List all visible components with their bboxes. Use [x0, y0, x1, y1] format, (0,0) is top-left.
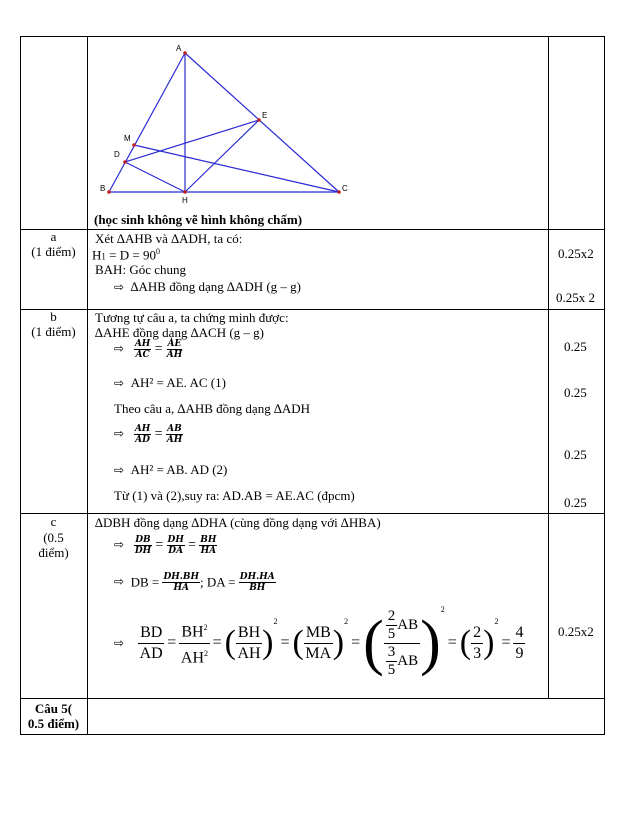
- label-d: D: [114, 150, 120, 159]
- question-5-points: 0.5 điểm): [27, 716, 80, 731]
- label-h: H: [182, 196, 188, 205]
- row-b-score: 0.25: [564, 385, 587, 400]
- segment-he: [185, 120, 259, 192]
- label-b: B: [100, 184, 106, 193]
- row-a-line3: BAH: Góc chung: [95, 262, 186, 277]
- table-row-divider: [20, 229, 605, 230]
- implies-arrow-icon: ⇨: [114, 341, 125, 356]
- label-m: M: [124, 134, 131, 143]
- row-b-score: 0.25: [564, 339, 587, 354]
- row-c-points-2: điểm): [38, 545, 69, 560]
- row-a-score1: 0.25x2: [558, 246, 594, 261]
- segment-mc: [134, 145, 339, 192]
- triangle-figure: [90, 40, 370, 215]
- row-b-line7: ⇨ AH² = AB. AD (2): [114, 462, 228, 477]
- implies-arrow-icon: ⇨: [114, 574, 125, 589]
- row-c-score: 0.25x2: [558, 624, 594, 639]
- question-5-label: Câu 5(: [34, 701, 73, 716]
- segment-ac: [185, 53, 339, 192]
- label-c: C: [342, 184, 348, 193]
- table-col-divider-2: [548, 36, 549, 699]
- row-b-points: (1 điểm): [31, 324, 76, 339]
- table-border-top: [20, 36, 605, 37]
- table-col-divider-1: [87, 36, 88, 735]
- row-a-points: (1 điểm): [31, 244, 76, 259]
- implies-arrow-icon: ⇨: [114, 426, 125, 441]
- implies-arrow-icon: ⇨: [114, 636, 125, 650]
- row-b-line1: Tương tự câu a, ta chứng minh được:: [95, 310, 289, 325]
- row-b-score: 0.25: [564, 495, 587, 510]
- row-a-label: a: [50, 229, 57, 244]
- figure-caption: (học sinh không vẽ hình không chấm): [94, 212, 303, 227]
- implies-arrow-icon: ⇨: [114, 280, 125, 294]
- row-a-line4: ⇨ ∆AHB đồng dạng ∆ADH (g – g): [114, 279, 302, 294]
- point-d: [123, 160, 127, 164]
- point-h: [183, 190, 187, 194]
- row-c-big-equation: ⇨ $\frac{BD}{AD}$ = $\frac{BH^2}{AH^2}$ = ( $\frac{BH}{AH}$ ) 2 = ( $\frac{MB}{MA}$ ) 2 = ( $\frac{2}{5}$ AB $\frac{3}{5}$ AB ) $^2$ = ( $\frac{2}{3}$ ) 2 = $\frac{4}{9}$: [114, 605, 524, 678]
- table-border-bottom: [20, 734, 605, 735]
- row-c-points-1: (0.5: [43, 530, 64, 545]
- row-b-line4: ⇨ AH² = AE. AC (1): [114, 375, 226, 390]
- row-c-db-da: ⇨ DB = $\frac{DH.BH}{HA}$ ; DA = $\frac{DH.HA}{BH}$: [114, 572, 275, 593]
- point-c: [337, 190, 341, 194]
- implies-arrow-icon: ⇨: [114, 376, 125, 390]
- point-e: [257, 118, 261, 122]
- row-c-label: c: [50, 514, 57, 529]
- label-a: A: [176, 44, 182, 53]
- label-e: E: [262, 111, 268, 120]
- row-b-line2: ∆AHE đồng dạng ∆ACH (g – g): [95, 325, 264, 340]
- table-row-divider: [20, 698, 605, 699]
- row-c-frac1: ⇨ $\frac{DB}{DH}$ = $\frac{DH}{DA}$ = $\frac{BH}{HA}$: [114, 535, 217, 556]
- row-a-line2: $H1 = D = 90^0$: [92, 247, 160, 263]
- point-b: [107, 190, 111, 194]
- row-a-score2: 0.25x 2: [556, 290, 595, 305]
- row-b-label: b: [50, 309, 57, 324]
- point-m: [132, 143, 136, 147]
- table-row-divider: [20, 513, 605, 514]
- table-border-left: [20, 36, 21, 735]
- table-border-right: [604, 36, 605, 735]
- row-b-line8: Từ (1) và (2),suy ra: AD.AB = AE.AC (đpcm): [114, 488, 355, 503]
- row-b-score: 0.25: [564, 447, 587, 462]
- row-b-frac2: ⇨ $\frac{AH}{AD}$ = $\frac{AB}{AH}$: [114, 424, 183, 445]
- point-a: [183, 51, 187, 55]
- row-b-frac1: ⇨ $\frac{AH}{AC}$ = $\frac{AE}{AH}$: [114, 339, 183, 360]
- row-a-line1: Xét ∆AHB và ∆ADH, ta có:: [95, 231, 243, 246]
- row-c-line1: ∆DBH đồng dạng ∆DHA (cùng đồng dạng với ∆HBA): [95, 515, 381, 530]
- implies-arrow-icon: ⇨: [114, 537, 125, 552]
- segment-dh: [125, 162, 185, 192]
- segment-ab: [109, 53, 185, 192]
- row-b-line5: Theo câu a, ∆AHB đồng dạng ∆ADH: [114, 401, 311, 416]
- implies-arrow-icon: ⇨: [114, 463, 125, 477]
